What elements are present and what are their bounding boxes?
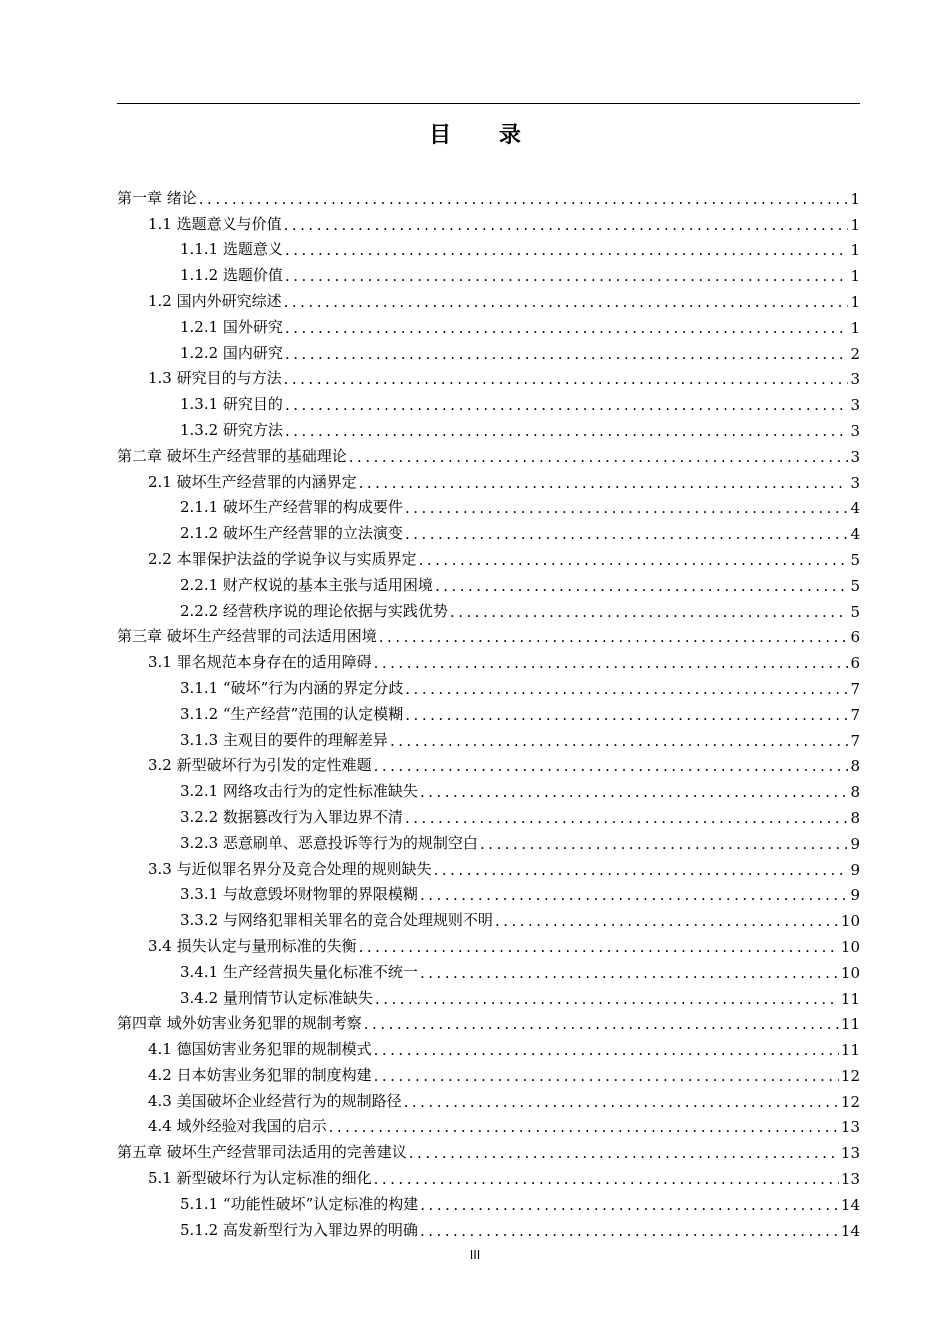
toc-entry-text: 5.1.2 高发新型行为入罪边界的明确 <box>180 1220 418 1239</box>
toc-entry[interactable] <box>117 724 860 750</box>
toc-leader-dots <box>285 319 848 337</box>
toc-entry[interactable] <box>117 1188 860 1214</box>
toc-entry-text: 2.1.1 破坏生产经营罪的构成要件 <box>180 498 403 517</box>
toc-entry-page: 10 <box>840 937 860 956</box>
toc-entry[interactable] <box>117 595 860 621</box>
toc-entry-page: 5 <box>850 576 860 595</box>
toc-leader-dots <box>349 448 848 466</box>
toc-leader-dots <box>405 499 848 517</box>
toc-entry[interactable] <box>117 982 860 1008</box>
toc-entry-text: 3.1.2 “生产经营”范围的认定模糊 <box>180 704 404 723</box>
toc-entry-text: 3.2.2 数据篡改行为入罪边界不清 <box>180 807 403 826</box>
toc-entry-page: 13 <box>840 1144 860 1163</box>
toc-leader-dots <box>379 628 848 646</box>
toc-leader-dots <box>480 835 848 853</box>
toc-leader-dots <box>374 654 848 672</box>
toc-entry-text: 2.2.1 财产权说的基本主张与适用困境 <box>180 575 433 594</box>
toc-entry[interactable] <box>117 466 860 492</box>
toc-entry[interactable] <box>117 311 860 337</box>
toc-entry-text: 3.2 新型破坏行为引发的定性难题 <box>148 756 372 775</box>
page-number: III <box>469 1248 481 1262</box>
toc-entry[interactable] <box>117 337 860 363</box>
toc-leader-dots <box>374 1170 839 1188</box>
toc-leader-dots <box>374 1041 839 1059</box>
toc-entry-text: 2.1 破坏生产经营罪的内涵界定 <box>148 472 357 491</box>
toc-entry-page: 14 <box>840 1195 860 1214</box>
toc-entry-page: 3 <box>850 370 860 389</box>
toc-entry[interactable] <box>117 853 860 879</box>
toc-entry[interactable] <box>117 672 860 698</box>
toc-entry-text: 3.3.1 与故意毁坏财物罪的界限模糊 <box>180 885 418 904</box>
toc-entry-page: 1 <box>850 241 860 260</box>
toc-entry-page: 1 <box>850 215 860 234</box>
toc-entry-text: 1.1.1 选题意义 <box>180 240 283 259</box>
toc-entry-text: 5.1 新型破坏行为认定标准的细化 <box>148 1169 372 1188</box>
toc-entry[interactable] <box>117 1085 860 1111</box>
toc-entry-text: 3.4.1 生产经营损失量化标准不统一 <box>180 962 418 981</box>
toc-leader-dots <box>420 886 848 904</box>
toc-entry[interactable] <box>117 1033 860 1059</box>
toc-entry-page: 3 <box>850 447 860 466</box>
toc-entry-page: 4 <box>850 525 860 544</box>
toc-leader-dots <box>285 396 848 414</box>
toc-leader-dots <box>375 990 839 1008</box>
toc-entry-page: 7 <box>850 679 860 698</box>
toc-entry[interactable] <box>117 930 860 956</box>
toc-entry[interactable] <box>117 1059 860 1085</box>
toc-entry-text: 第五章 破坏生产经营罪司法适用的完善建议 <box>117 1143 407 1162</box>
toc-entry[interactable] <box>117 827 860 853</box>
toc-entry-page: 10 <box>840 912 860 931</box>
toc-entry-page: 12 <box>840 1092 860 1111</box>
toc-leader-dots <box>409 1144 839 1162</box>
toc-entry[interactable] <box>117 1008 860 1034</box>
toc-entry[interactable] <box>117 285 860 311</box>
toc-leader-dots <box>284 216 848 234</box>
toc-entry[interactable] <box>117 363 860 389</box>
toc-entry[interactable] <box>117 517 860 543</box>
toc-entry-text: 3.2.1 网络攻击行为的定性标准缺失 <box>180 782 418 801</box>
toc-entry-text: 1.3.2 研究方法 <box>180 420 283 439</box>
toc-leader-dots <box>404 1093 839 1111</box>
toc-leader-dots <box>374 757 848 775</box>
toc-leader-dots <box>284 370 848 388</box>
toc-entry-text: 1.2 国内外研究综述 <box>148 291 282 310</box>
toc-entry-text: 第二章 破坏生产经营罪的基础理论 <box>117 446 347 465</box>
toc-leader-dots <box>420 1222 839 1240</box>
toc-entry-page: 9 <box>850 834 860 853</box>
toc-entry[interactable] <box>117 879 860 905</box>
toc-entry[interactable] <box>117 956 860 982</box>
toc-leader-dots <box>495 912 839 930</box>
toc-entry-text: 1.3.1 研究目的 <box>180 395 283 414</box>
toc-entry[interactable] <box>117 801 860 827</box>
toc-leader-dots <box>405 525 848 543</box>
toc-leader-dots <box>405 706 848 724</box>
toc-entry-text: 4.1 德国妨害业务犯罪的规制模式 <box>148 1040 372 1059</box>
toc-entry[interactable] <box>117 414 860 440</box>
table-of-contents <box>117 182 860 1240</box>
toc-entry[interactable] <box>117 621 860 647</box>
toc-entry-text: 3.1 罪名规范本身存在的适用障碍 <box>148 653 372 672</box>
toc-entry-text: 第三章 破坏生产经营罪的司法适用困境 <box>117 627 377 646</box>
toc-leader-dots <box>405 809 848 827</box>
toc-entry-page: 10 <box>840 963 860 982</box>
toc-leader-dots <box>285 422 848 440</box>
toc-entry-text: 3.3.2 与网络犯罪相关罪名的竞合处理规则不明 <box>180 911 493 930</box>
toc-entry[interactable] <box>117 543 860 569</box>
toc-entry[interactable] <box>117 1111 860 1137</box>
toc-entry-page: 6 <box>850 654 860 673</box>
toc-entry-page: 13 <box>840 1118 860 1137</box>
toc-entry-page: 3 <box>850 421 860 440</box>
toc-entry-page: 6 <box>850 628 860 647</box>
toc-entry[interactable] <box>117 1214 860 1240</box>
toc-entry-page: 1 <box>850 267 860 286</box>
toc-entry-page: 5 <box>850 550 860 569</box>
toc-leader-dots <box>359 474 848 492</box>
toc-entry-page: 1 <box>850 292 860 311</box>
toc-entry-text: 3.4 损失认定与量刑标准的失衡 <box>148 936 357 955</box>
toc-leader-dots <box>285 267 848 285</box>
toc-entry-page: 11 <box>840 1015 860 1034</box>
toc-entry-text: 4.2 日本妨害业务犯罪的制度构建 <box>148 1065 372 1084</box>
toc-entry-page: 4 <box>850 499 860 518</box>
toc-entry-text: 1.2.2 国内研究 <box>180 343 283 362</box>
toc-entry-text: 2.2.2 经营秩序说的理论依据与实践优势 <box>180 601 448 620</box>
toc-entry-page: 8 <box>850 757 860 776</box>
toc-entry-page: 14 <box>840 1221 860 1240</box>
toc-entry[interactable] <box>117 775 860 801</box>
toc-entry-text: 3.2.3 恶意刷单、恶意投诉等行为的规制空白 <box>180 833 478 852</box>
toc-entry-page: 8 <box>850 808 860 827</box>
toc-entry-text: 3.1.1 “破坏”行为内涵的界定分歧 <box>180 678 404 697</box>
toc-entry-text: 3.1.3 主观目的要件的理解差异 <box>180 730 388 749</box>
toc-entry-text: 3.4.2 量刑情节认定标准缺失 <box>180 988 373 1007</box>
toc-entry-text: 2.1.2 破坏生产经营罪的立法演变 <box>180 524 403 543</box>
toc-entry-page: 9 <box>850 860 860 879</box>
toc-leader-dots <box>285 345 848 363</box>
toc-entry[interactable] <box>117 569 860 595</box>
toc-entry-text: 3.3 与近似罪名界分及竞合处理的规则缺失 <box>148 859 432 878</box>
toc-leader-dots <box>405 680 848 698</box>
toc-entry-text: 1.3 研究目的与方法 <box>148 369 282 388</box>
toc-entry[interactable] <box>117 492 860 518</box>
toc-entry[interactable] <box>117 1162 860 1188</box>
header-rule <box>117 103 860 104</box>
toc-entry-text: 4.3 美国破坏企业经营行为的规制路径 <box>148 1091 402 1110</box>
toc-leader-dots <box>359 938 839 956</box>
toc-leader-dots <box>364 1015 839 1033</box>
toc-entry[interactable] <box>117 259 860 285</box>
toc-entry[interactable] <box>117 234 860 260</box>
toc-leader-dots <box>284 293 848 311</box>
toc-entry[interactable] <box>117 388 860 414</box>
toc-entry-page: 9 <box>850 886 860 905</box>
toc-entry[interactable] <box>117 1136 860 1162</box>
toc-leader-dots <box>199 190 848 208</box>
toc-entry-page: 2 <box>850 344 860 363</box>
toc-entry-page: 7 <box>850 705 860 724</box>
toc-entry-text: 5.1.1 “功能性破坏”认定标准的构建 <box>180 1194 419 1213</box>
toc-entry[interactable] <box>117 208 860 234</box>
toc-leader-dots <box>435 577 848 595</box>
toc-entry[interactable] <box>117 646 860 672</box>
toc-leader-dots <box>285 241 848 259</box>
toc-entry-page: 1 <box>850 189 860 208</box>
toc-entry-page: 13 <box>840 1170 860 1189</box>
toc-entry-text: 1.2.1 国外研究 <box>180 317 283 336</box>
toc-entry-text: 1.1 选题意义与价值 <box>148 214 282 233</box>
toc-entry[interactable] <box>117 750 860 776</box>
toc-entry-text: 4.4 域外经验对我国的启示 <box>148 1117 327 1136</box>
toc-entry-page: 3 <box>850 473 860 492</box>
toc-entry-page: 1 <box>850 318 860 337</box>
toc-entry-text: 第一章 绪论 <box>117 188 197 207</box>
toc-entry[interactable] <box>117 698 860 724</box>
toc-entry-page: 12 <box>840 1066 860 1085</box>
toc-entry-page: 11 <box>840 1041 860 1060</box>
toc-leader-dots <box>420 783 848 801</box>
toc-entry-page: 11 <box>840 989 860 1008</box>
toc-leader-dots <box>420 1196 839 1214</box>
toc-leader-dots <box>419 551 848 569</box>
toc-entry-text: 1.1.2 选题价值 <box>180 266 283 285</box>
toc-entry[interactable] <box>117 440 860 466</box>
toc-entry-page: 5 <box>850 602 860 621</box>
toc-entry[interactable] <box>117 904 860 930</box>
toc-entry-page: 3 <box>850 396 860 415</box>
toc-entry[interactable] <box>117 182 860 208</box>
toc-entry-page: 8 <box>850 783 860 802</box>
toc-leader-dots <box>390 732 848 750</box>
toc-leader-dots <box>374 1067 839 1085</box>
toc-leader-dots <box>329 1118 839 1136</box>
toc-leader-dots <box>450 603 848 621</box>
toc-title: 目 录 <box>429 123 541 148</box>
toc-leader-dots <box>434 861 848 879</box>
toc-entry-page: 7 <box>850 731 860 750</box>
toc-entry-text: 2.2 本罪保护法益的学说争议与实质界定 <box>148 549 417 568</box>
toc-leader-dots <box>420 964 839 982</box>
toc-entry-text: 第四章 域外妨害业务犯罪的规制考察 <box>117 1014 362 1033</box>
